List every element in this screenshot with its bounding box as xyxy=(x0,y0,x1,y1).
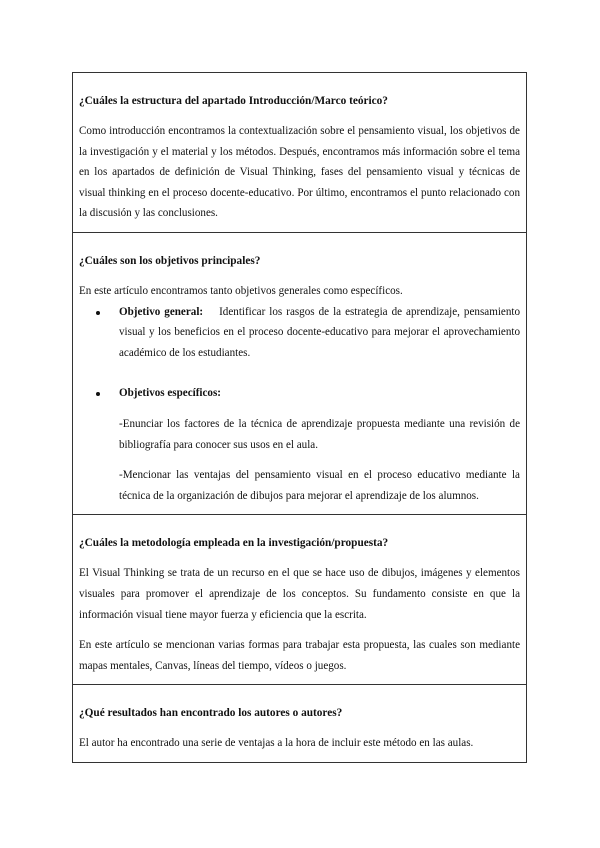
specific-objectives-label: Objetivos específicos: xyxy=(119,387,221,400)
section-structure xyxy=(72,72,527,233)
answer-paragraph: En este artículo se mencionan varias formas para trabajar esta propuesta, las cuales son mediante mapas mentales, Canvas, líneas del tiempo, vídeos o juegos. xyxy=(79,639,520,672)
list-item xyxy=(79,302,520,364)
answer-paragraph: El Visual Thinking se trata de un recurso en el que se hace uso de dibujos, imágenes y elementos visuales para promover el aprendizaje de los conceptos. Su fundamento consiste en que la información visual tiene mayor fuerza y eficiencia que la escrita. xyxy=(79,567,520,621)
section-methodology xyxy=(72,515,527,685)
answer-paragraph: El autor ha encontrado una serie de ventajas a la hora de incluir este método en las aulas. xyxy=(79,737,474,750)
general-objective-label: Objetivo general: xyxy=(119,305,204,318)
document-table xyxy=(72,72,527,763)
list-item xyxy=(79,383,520,404)
bullet-icon xyxy=(96,311,100,315)
answer-paragraph: En este artículo encontramos tanto objetivos generales como específicos. xyxy=(79,284,403,297)
question-heading: ¿Cuáles la estructura del apartado Introducción/Marco teórico? xyxy=(79,95,388,107)
question-heading: ¿Cuáles la metodología empleada en la investigación/propuesta? xyxy=(79,537,389,550)
bullet-icon xyxy=(96,392,100,396)
general-objective-text: Identificar los rasgos de la estrategia de aprendizaje, pensamiento visual y los beneficios en el proceso docente-educativo para mejorar el aprovechamiento académico de los estudiantes. xyxy=(119,305,521,359)
specific-objective-2: -Mencionar las ventajas del pensamiento visual en el proceso educativo mediante la técnica de la organización de dibujos para mejorar el aprendizaje de los alumnos. xyxy=(119,469,520,502)
specific-objective-1: -Enunciar los factores de la técnica de aprendizaje propuesta mediante una revisión de bibliografía para conocer sus usos en el aula. xyxy=(119,417,520,451)
section-objectives xyxy=(72,233,527,515)
question-heading: ¿Qué resultados han encontrado los autores o autores? xyxy=(79,707,343,720)
answer-paragraph: Como introducción encontramos la contextualización sobre el pensamiento visual, los objetivos de la investigación y el material y los métodos. Después, encontramos más información sobre el tema en los apartados de definición de Visual Thinking, fases del pensamiento visual y técnicas de visual thinking en el proceso docente-educativo. Por último, encontramos el punto relacionado con la discusión y las conclusiones. xyxy=(79,125,520,220)
section-results xyxy=(72,685,527,763)
question-heading: ¿Cuáles son los objetivos principales? xyxy=(79,254,261,267)
objectives-list xyxy=(79,302,520,404)
